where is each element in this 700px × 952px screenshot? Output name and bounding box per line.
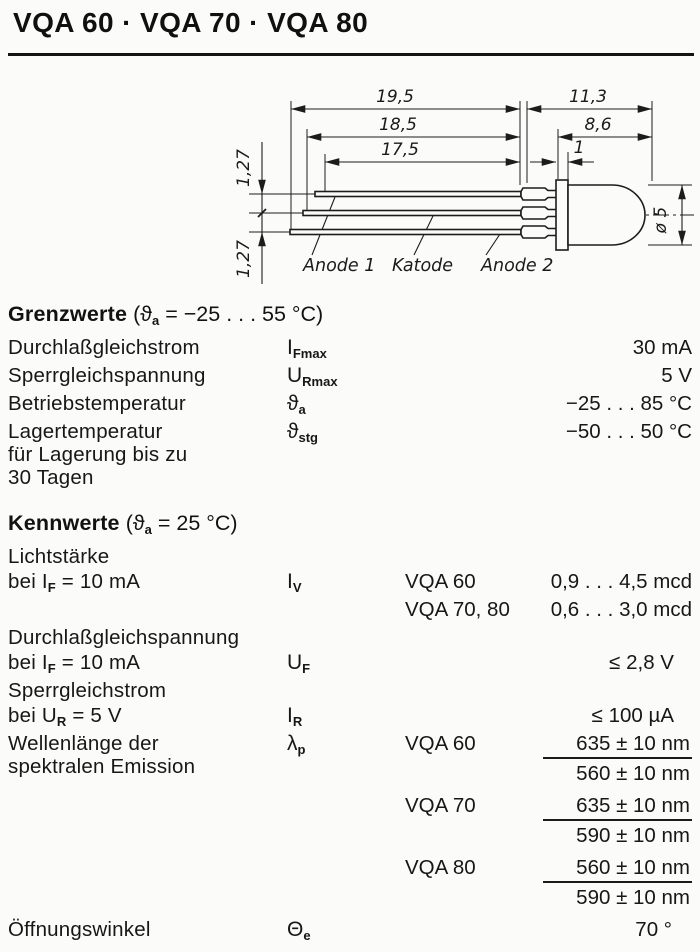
symbol-base: ϑ (287, 392, 299, 415)
wavelength-top: 635 ± 10 nm (543, 794, 692, 821)
param-value: ≤ 2,8 V (609, 651, 674, 674)
param-value: 0,9 . . . 4,5 mcd (550, 570, 692, 593)
lead-anode2 (290, 230, 521, 235)
param-condition (8, 704, 287, 727)
table-row (0, 918, 700, 941)
param-symbol (287, 392, 405, 415)
param-label: Lichtstärke (8, 545, 110, 568)
device-name: VQA 70 (405, 794, 476, 817)
param-value: 70 ° (635, 918, 672, 941)
param-symbol (287, 651, 405, 674)
condition-sub: a (144, 522, 152, 537)
cond-pre: bei I (8, 570, 48, 593)
cond-post: = 10 mA (55, 570, 141, 593)
section-condition (126, 511, 238, 535)
param-label: Betriebstemperatur (8, 392, 186, 415)
symbol-subscript: Fmax (292, 346, 327, 361)
table-row (0, 704, 700, 727)
dim-17-5: 17,5 (381, 140, 419, 160)
led-technical-drawing (0, 79, 700, 287)
symbol-subscript: a (298, 402, 306, 417)
section-title: Grenzwerte (8, 302, 128, 326)
cond-post: = 5 V (66, 704, 122, 727)
dim-18-5: 18,5 (379, 115, 417, 135)
title-rule (8, 53, 694, 56)
page-title: VQA 60 · VQA 70 · VQA 80 (13, 7, 369, 38)
table-row (0, 392, 700, 415)
wavelength-bottom: 590 ± 10 nm (576, 824, 690, 847)
wavelength-bottom: 560 ± 10 nm (576, 762, 690, 785)
table-row (0, 420, 700, 489)
param-label: Sperrgleichspannung (8, 364, 206, 387)
param-symbol (287, 364, 405, 387)
wavelength-bottom: 590 ± 10 nm (576, 886, 690, 909)
wavelength-top: 635 ± 10 nm (543, 732, 692, 759)
param-label-line1: Lagertemperatur (8, 420, 163, 443)
dim-19-5: 19,5 (376, 87, 414, 107)
param-label: Durchlaßgleichstrom (8, 336, 200, 359)
lead-anode1 (315, 192, 521, 197)
table-row (0, 856, 700, 909)
table-row (0, 794, 700, 847)
param-value: 5 V (661, 364, 692, 387)
symbol-base: I (287, 570, 293, 593)
table-row (0, 545, 700, 568)
cond-pre: bei I (8, 651, 48, 674)
label-katode: Katode (392, 256, 454, 276)
cond-sub: F (47, 580, 56, 595)
table-row (0, 336, 700, 359)
condition-post: = 25 °C) (151, 511, 238, 535)
symbol-subscript: R (292, 714, 303, 729)
symbol-subscript: Rmax (302, 374, 338, 389)
dim-diameter: ø 5 (651, 206, 671, 234)
param-label-line1: Wellenlänge der (8, 732, 159, 755)
symbol-base: I (287, 336, 293, 359)
dim-11-3: 11,3 (569, 87, 607, 107)
param-symbol (287, 918, 405, 941)
device-name: VQA 60 (405, 570, 476, 593)
symbol-subscript: V (292, 580, 302, 595)
led-flange (556, 180, 568, 250)
cond-sub: R (56, 714, 67, 729)
dim-1-27-bottom: 1,27 (234, 240, 254, 278)
table-row (0, 364, 700, 387)
leader-lines (312, 197, 500, 255)
symbol-base: λ (287, 732, 298, 755)
symbol-base: Θ (287, 918, 304, 941)
table-row (0, 732, 700, 785)
symbol-subscript: p (297, 742, 306, 757)
device-name: VQA 80 (405, 856, 476, 879)
device-name: VQA 70, 80 (405, 598, 510, 621)
kennwerte-section (0, 511, 700, 941)
param-symbol (287, 704, 405, 727)
symbol-base: U (287, 651, 303, 674)
table-row (0, 570, 700, 593)
grenzwerte-heading (0, 302, 700, 327)
symbol-subscript: e (303, 928, 311, 943)
param-value: 0,6 . . . 3,0 mcd (550, 598, 692, 621)
condition-sub: a (152, 313, 160, 328)
dim-1-27-top: 1,27 (234, 149, 254, 187)
table-row (0, 679, 700, 702)
param-label: Durchlaßgleichspannung (8, 626, 240, 649)
condition-pre: (ϑ (133, 302, 153, 326)
kennwerte-heading (0, 511, 700, 536)
param-symbol (287, 336, 405, 359)
param-symbol (287, 570, 405, 593)
condition-post: = −25 . . . 55 °C) (159, 302, 324, 326)
wavelength-fraction (543, 856, 692, 909)
table-row (0, 598, 700, 621)
param-label: Öffnungswinkel (8, 918, 151, 941)
condition-pre: (ϑ (125, 511, 145, 535)
lead-katode (303, 211, 521, 216)
param-value: −50 . . . 50 °C (565, 420, 692, 443)
cond-pre: bei U (8, 704, 57, 727)
label-anode2: Anode 2 (481, 256, 554, 276)
table-row (0, 651, 700, 674)
dim-8-6: 8,6 (584, 115, 612, 135)
param-label-line2: für Lagerung bis zu (8, 443, 188, 466)
symbol-base: U (287, 364, 303, 387)
label-anode1: Anode 1 (303, 256, 376, 276)
dim-1: 1 (573, 138, 585, 158)
param-value: ≤ 100 µA (591, 704, 674, 727)
param-value: −25 . . . 85 °C (565, 392, 692, 415)
grenzwerte-section (0, 302, 700, 489)
symbol-base: ϑ (287, 420, 299, 443)
table-row (0, 626, 700, 649)
param-symbol (287, 420, 405, 443)
param-label-line2: spektralen Emission (8, 755, 196, 778)
led-body (290, 180, 645, 250)
device-name: VQA 60 (405, 732, 476, 755)
symbol-subscript: stg (298, 430, 318, 445)
symbol-subscript: F (302, 661, 311, 676)
param-label (8, 732, 287, 778)
cond-sub: F (47, 661, 56, 676)
param-label (8, 420, 287, 489)
param-label: Sperrgleichstrom (8, 679, 167, 702)
param-value: 30 mA (632, 336, 692, 359)
wavelength-top: 560 ± 10 nm (543, 856, 692, 883)
section-title: Kennwerte (8, 511, 120, 535)
symbol-base: I (287, 704, 293, 727)
led-dome (568, 185, 645, 245)
wavelength-fraction (543, 794, 692, 847)
param-condition (8, 570, 287, 593)
param-label-line3: 30 Tagen (8, 466, 94, 489)
cond-post: = 10 mA (55, 651, 141, 674)
param-symbol (287, 732, 405, 755)
param-condition (8, 651, 287, 674)
wavelength-fraction (543, 732, 692, 785)
section-condition (133, 302, 323, 326)
